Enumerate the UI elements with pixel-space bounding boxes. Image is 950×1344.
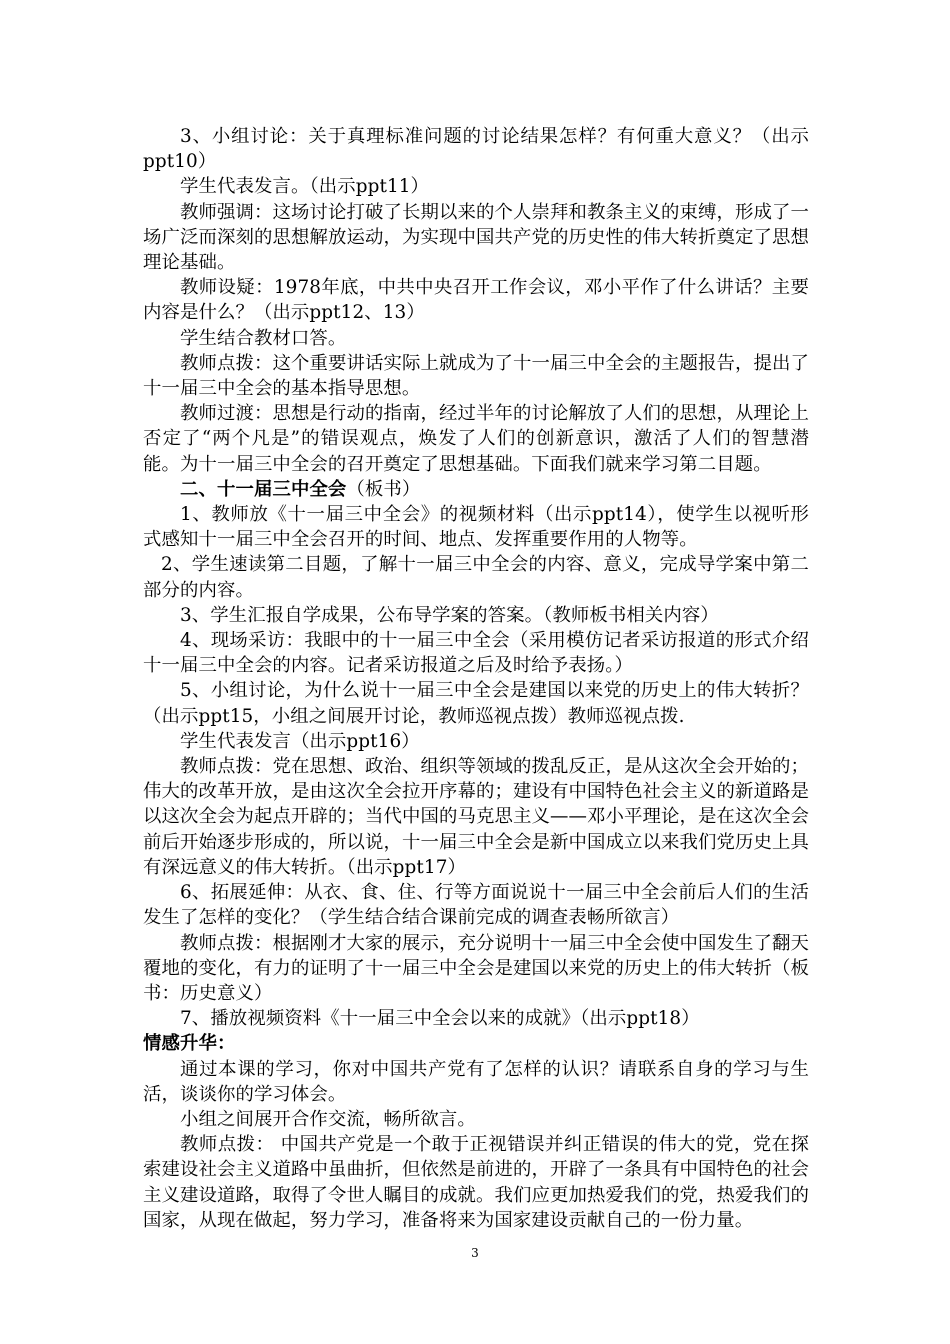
paragraph-11: 3、学生汇报自学成果，公布导学案的答案。（教师板书相关内容）	[180, 604, 719, 626]
paragraph-9: 1、教师放《十一届三中全会》的视频材料（出示ppt14），使学生以视听形式感知十一届三中全会召开的时间、地点、发挥重要作用的人物等。	[143, 504, 809, 551]
paragraph-10: 2、学生速读第二目题，了解十一届三中全会的内容、意义，完成导学案中第二部分的内容。	[143, 554, 809, 601]
paragraph-20: 通过本课的学习，你对中国共产党有了怎样的认识？请联系自身的学习与生活，谈谈你的学习体会。	[143, 1058, 809, 1105]
paragraph-16: 6、拓展延伸：从衣、食、住、行等方面说说十一届三中全会前后人们的生活发生了怎样的变化？（学生结合结合课前完成的调查表畅所欲言）	[143, 882, 809, 929]
paragraph-2: 学生代表发言。（出示ppt11）	[180, 176, 430, 198]
paragraph-3: 教师强调：这场讨论打破了长期以来的个人崇拜和教条主义的束缚，形成了一场广泛而深刻的思想解放运动，为实现中国共产党的历史性的伟大转折奠定了思想理论基础。	[143, 201, 809, 274]
paragraph-18: 7、播放视频资料《十一届三中全会以来的成就》（出示ppt18）	[180, 1008, 700, 1030]
paragraph-1: 3、小组讨论：关于真理标准问题的讨论结果怎样？有何重大意义？（出示ppt10）	[143, 126, 809, 173]
paragraph-14: 学生代表发言（出示ppt16）	[180, 730, 420, 752]
paragraph-17: 教师点拨：根据刚才大家的展示，充分说明十一届三中全会使中国发生了翻天覆地的变化，有力的证明了十一届三中全会是建国以来党的历史上的伟大转折（板书：历史意义）	[143, 932, 809, 1004]
paragraph-5: 学生结合教材口答。	[180, 327, 347, 349]
section-heading-title: 二、十一届三中全会	[180, 478, 347, 500]
section-heading	[143, 477, 809, 502]
paragraph-21: 小组之间展开合作交流，畅所欲言。	[180, 1108, 476, 1130]
paragraph-7: 教师过渡：思想是行动的指南，经过半年的讨论解放了人们的思想，从理论上否定了“两个凡是”的错误观点，焕发了人们的创新意识，激活了人们的智慧潜能。为十一届三中全会的召开奠定了思想基础。下面我们就来学习第二目题。	[143, 403, 809, 475]
paragraph-22: 教师点拨： 中国共产党是一个敢于正视错误并纠正错误的伟大的党，党在探索建设社会主义道路中虽曲折，但依然是前进的，开辟了一条具有中国特色的社会主义建设道路，取得了令世人瞩目的成就。我们应更加热爱我们的党，热爱我们的国家，从现在做起，努力学习，准备将来为国家建设贡献自己的一份力量。	[143, 1134, 809, 1231]
paragraph-6: 教师点拨：这个重要讲话实际上就成为了十一届三中全会的主题报告，提出了十一届三中全会的基本指导思想。	[143, 352, 809, 400]
subsection-heading: 情感升华：	[143, 1033, 236, 1055]
paragraph-13: 5、小组讨论，为什么说十一届三中全会是建国以来党的历史上的伟大转折？（出示ppt15，小组之间展开讨论，教师巡视点拨）教师巡视点拨.	[143, 680, 809, 727]
document-body	[143, 124, 809, 1233]
paragraph-15: 教师点拨：党在思想、政治、组织等领域的拨乱反正，是从这次全会开始的；伟大的改革开放，是由这次全会拉开序幕的；建设有中国特色社会主义的新道路是以这次全会为起点开辟的；当代中国的马克思主义——邓小平理论，是在这次全会前后开始逐步形成的，所以说，十一届三中全会是新中国成立以来我们党历史上具有深远意义的伟大转折。（出示ppt17）	[143, 756, 809, 878]
paragraph-4: 教师设疑：1978年底，中共中央召开工作会议，邓小平作了什么讲话？主要内容是什么？（出示ppt12、13）	[143, 277, 809, 324]
section-heading-note: （板书）	[346, 478, 421, 500]
paragraph-12: 4、现场采访：我眼中的十一届三中全会（采用模仿记者采访报道的形式介绍十一届三中全会的内容。记者采访报道之后及时给予表扬。）	[143, 630, 809, 677]
page-number: 3	[471, 1246, 479, 1260]
